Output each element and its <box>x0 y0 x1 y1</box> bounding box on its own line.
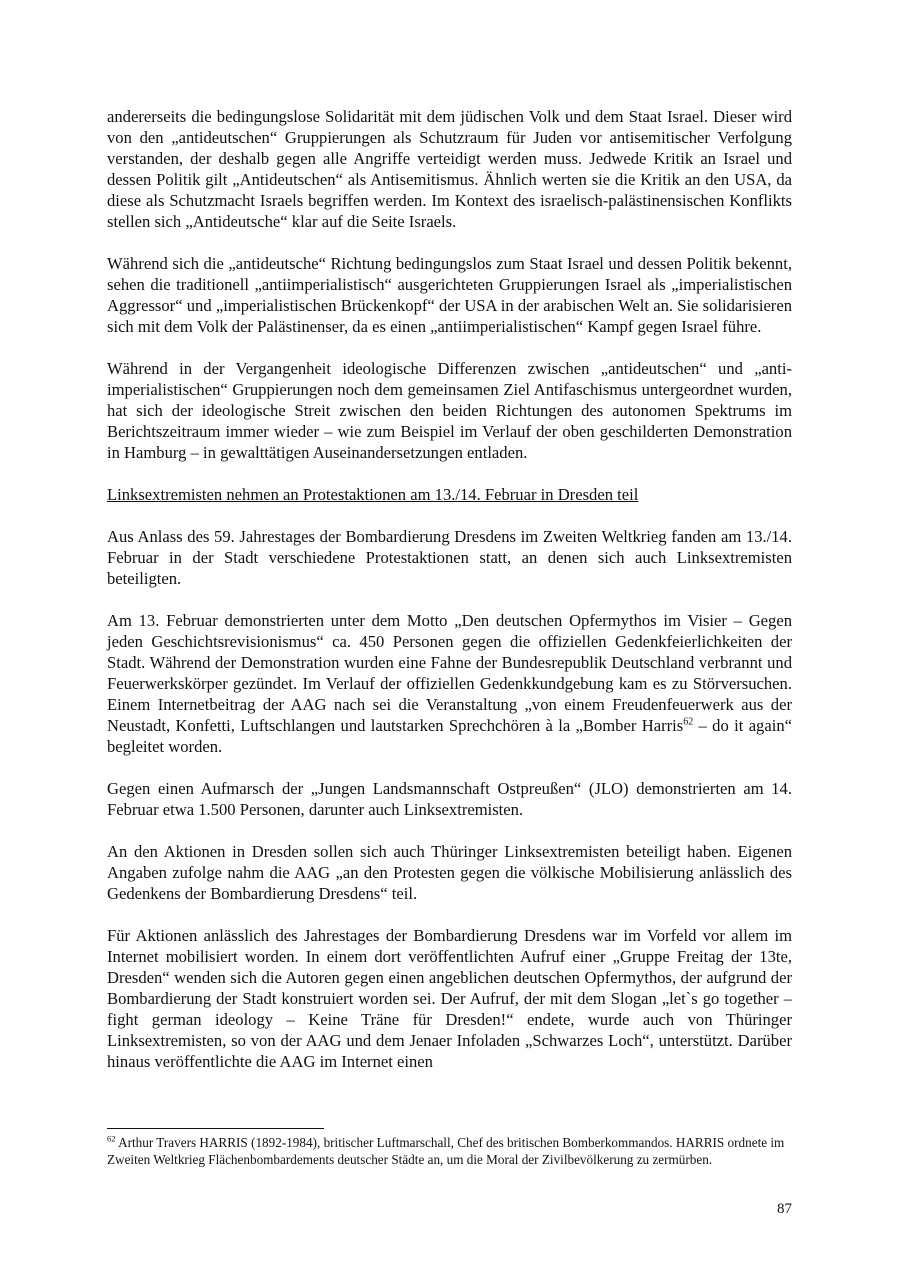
footnote-number: 62 <box>107 1133 116 1144</box>
paragraph-antiimperialist-view: Während sich die „antideutsche“ Richtung bedingungslos zum Staat Israel und dessen Politik bekennt, sehen die traditionell „antiimperialistisch“ ausgerichteten Gruppierungen Israel als „imperialistischen Aggressor“ und „imperialistischen Brückenkopf“ der USA in der arabischen Welt an. Sie solidarisieren sich mit dem Volk der Palästinenser, da es einen „antiimperialistischen“ Kampf gegen Israel führe. <box>107 254 792 336</box>
body-text <box>107 106 792 1093</box>
section-heading: Linksextremisten nehmen an Protestaktionen am 13./14. Februar in Dresden teil <box>107 485 639 504</box>
paragraph-antideutsche-solidarity: andererseits die bedingungslose Solidarität mit dem jüdischen Volk und dem Staat Israel. Dieser wird von den „antideutschen“ Gruppierungen als Schutzraum für Juden vor antisemitischer Verfolgung verstanden, der deshalb gegen alle Angriffe verteidigt werden muss. Jedwede Kritik an Israel und dessen Politik gilt „Antideutschen“ als Antisemitismus. Ähnlich werten sie die Kritik an den USA, da diese als Schutzmacht Israels begriffen werden. Im Kontext des israelisch-palästinensischen Konflikts stellen sich „Antideutsche“ klar auf die Seite Israels. <box>107 107 792 231</box>
paragraph-internet-mobilization: Für Aktionen anlässlich des Jahrestages der Bombardierung Dresdens war im Vorfeld vor allem im Internet mobilisiert worden. In einem dort veröffentlichten Aufruf einer „Gruppe Freitag der 13te, Dresden“ wenden sich die Autoren gegen einen angeblichen deutschen Opfermythos, der aufgrund der Bombardierung der Stadt konstruiert worden sei. Der Aufruf, der mit dem Slogan „let`s go together – fight german ideology – Keine Träne für Dresden!“ endete, wurde auch von Thüringer Linksextremisten, so von der AAG und dem Jenaer Infoladen „Schwarzes Loch“, unterstützt. Darüber hinaus veröffentlichte die AAG im Internet einen <box>107 926 792 1071</box>
paragraph-jlo-counterdemonstration: Gegen einen Aufmarsch der „Jungen Landsmannschaft Ostpreußen“ (JLO) demonstrierten am 14. Februar etwa 1.500 Personen, darunter auch Linksextremisten. <box>107 779 792 819</box>
paragraph-dresden-anniversary: Aus Anlass des 59. Jahrestages der Bombardierung Dresdens im Zweiten Weltkrieg fanden am 13./14. Februar in der Stadt verschiedene Protestaktionen statt, an denen sich auch Linksextremisten beteiligten. <box>107 527 792 588</box>
paragraph-ideological-conflict: Während in der Vergangenheit ideologische Differenzen zwischen „antideutschen“ und „antiimperialistischen“ Gruppierungen noch dem gemeinsamen Ziel Antifaschismus untergeordnet wurden, hat sich der ideologische Streit zwischen den beiden Richtungen des autonomen Spektrums im Berichtszeitraum immer wieder – wie zum Beispiel im Verlauf der oben geschilderten Demonstration in Hamburg – in gewalttätigen Auseinandersetzungen entladen. <box>107 359 792 462</box>
paragraph-february-13-demonstration <box>107 610 792 757</box>
footnote-separator <box>107 1128 324 1129</box>
page-number: 87 <box>777 1201 792 1217</box>
footnote-text: Arthur Travers HARRIS (1892-1984), britischer Luftmarschall, Chef des britischen Bomberkommandos. HARRIS ordnete im Zweiten Weltkrieg Flächenbombardements deutscher Städte an, um die Moral der Zivilbevölkerung zu zermürben. <box>107 1135 785 1167</box>
footnote <box>107 1134 792 1168</box>
paragraph-text-after-footnote: – do it again“ begleitet worden. <box>107 716 792 756</box>
paragraph-thuringian-participation: An den Aktionen in Dresden sollen sich auch Thüringer Linksextremisten beteiligt haben. Eigenen Angaben zufolge nahm die AAG „an den Protesten gegen die völkische Mobilisierung anlässlich des Gedenkens der Bombardierung Dresdens“ teil. <box>107 842 792 903</box>
paragraph-text-before-footnote: Am 13. Februar demonstrierten unter dem Motto „Den deutschen Opfermythos im Visier – Gegen jeden Geschichtsrevisionismus“ ca. 450 Personen gegen die offiziellen Gedenkfeierlichkeiten der Stadt. Während der Demonstration wurden eine Fahne der Bundesrepublik Deutschland verbrannt und Feuerwerkskörper gezündet. Im Verlauf der offiziellen Gedenkkundgebung kam es zu Störversuchen. Einem Internetbeitrag der AAG nach sei die Veranstaltung „von einem Freudenfeuerwerk aus der Neustadt, Konfetti, Luftschlangen und lautstarken Sprechchören à la „Bomber Harris <box>107 611 792 735</box>
footnote-reference: 62 <box>683 716 694 728</box>
